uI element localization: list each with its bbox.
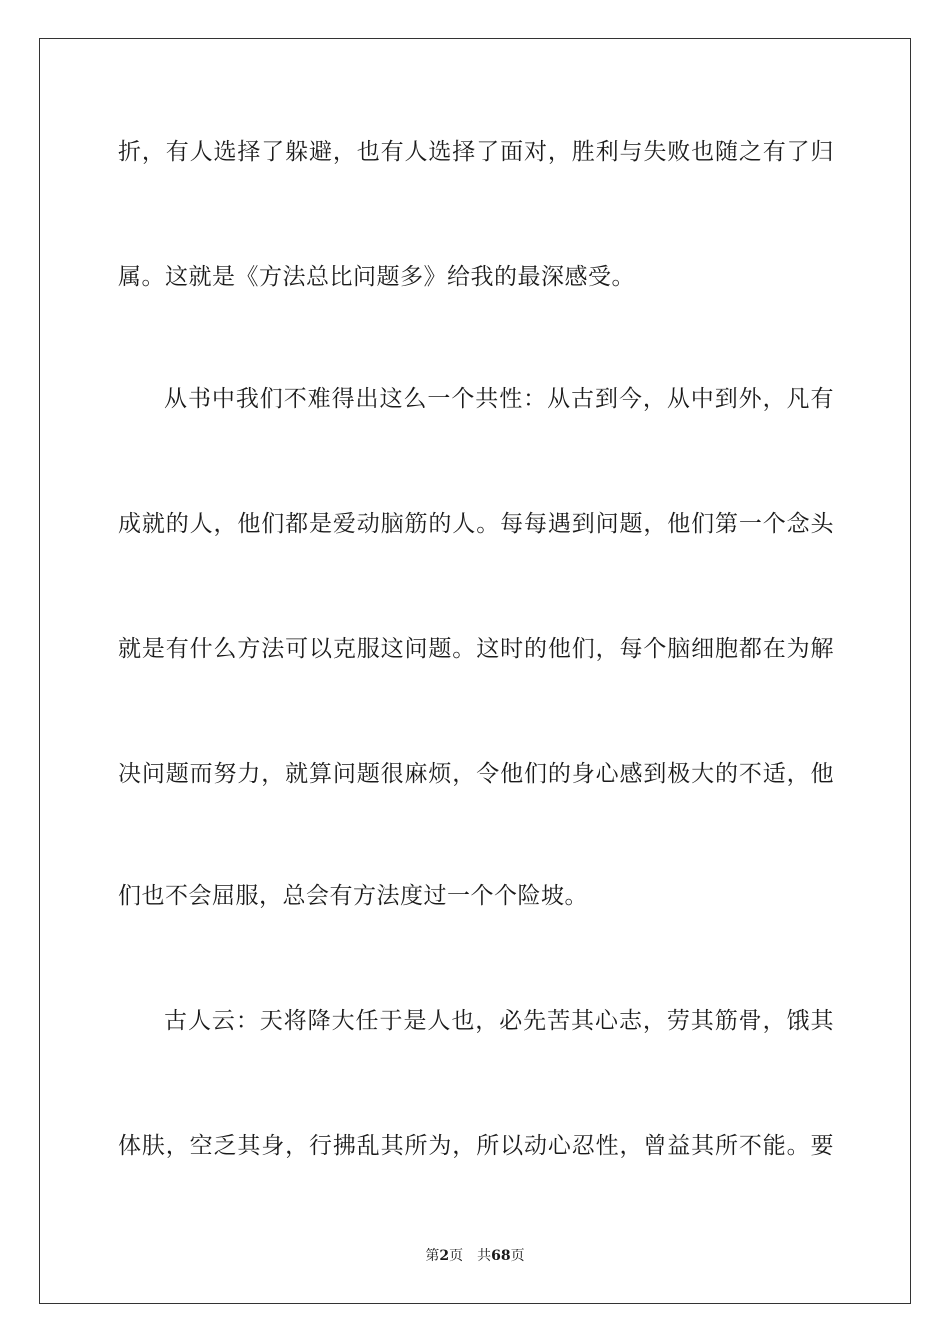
text-line: 体肤，空乏其身，行拂乱其所为，所以动心忍性，曾益其所不能。要 bbox=[118, 1133, 834, 1159]
current-page-number: 2 bbox=[439, 1248, 450, 1264]
page-footer bbox=[0, 1246, 950, 1266]
page-label-suffix: 页 bbox=[449, 1248, 464, 1264]
total-label-suffix: 页 bbox=[510, 1248, 525, 1264]
text-line: 属。这就是《方法总比问题多》给我的最深感受。 bbox=[118, 264, 635, 290]
text-line: 决问题而努力，就算问题很麻烦，令他们的身心感到极大的不适，他 bbox=[118, 761, 834, 787]
total-label-prefix: 共 bbox=[477, 1248, 492, 1264]
paragraph-first-line: 古人云：天将降大任于是人也，必先苦其心志，劳其筋骨，饿其 bbox=[164, 1008, 834, 1034]
paragraph-first-line: 从书中我们不难得出这么一个共性：从古到今，从中到外，凡有 bbox=[164, 386, 834, 412]
text-line: 就是有什么方法可以克服这问题。这时的他们，每个脑细胞都在为解 bbox=[118, 636, 834, 662]
page-label-prefix: 第 bbox=[425, 1248, 440, 1264]
text-line: 们也不会屈服，总会有方法度过一个个险坡。 bbox=[118, 883, 588, 909]
page-border bbox=[39, 38, 911, 1304]
text-line: 折，有人选择了躲避，也有人选择了面对，胜利与失败也随之有了归 bbox=[118, 139, 834, 165]
total-pages-number: 68 bbox=[491, 1248, 511, 1264]
text-line: 成就的人，他们都是爱动脑筋的人。每每遇到问题，他们第一个念头 bbox=[118, 511, 834, 537]
